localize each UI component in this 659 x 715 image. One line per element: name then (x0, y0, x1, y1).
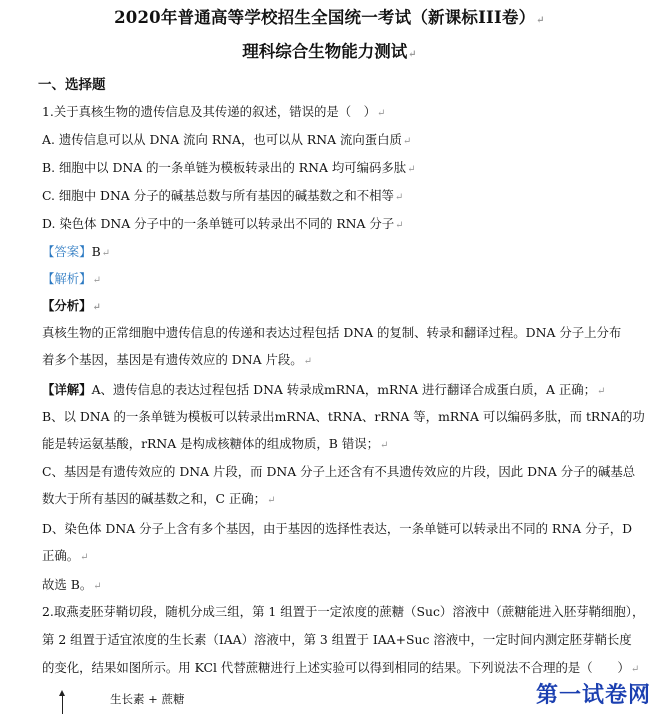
document-subtitle: 理科综合生物能力测试↵ (242, 42, 417, 61)
q1-analysis-line2: 着多个基因，基因是有遗传效应的 DNA 片段。↵ (42, 352, 313, 367)
q1-explain-label: 【解析】↵ (42, 271, 101, 286)
q1-choose: 故选 B。↵ (42, 577, 102, 592)
q1-option-c: C. 细胞中 DNA 分子的碱基总数与所有基因的碱基数之和不相等↵ (42, 188, 404, 203)
q1-answer: 【答案】B↵ (42, 244, 111, 259)
figure-legend-label: 生长素 + 蔗糖 (110, 692, 185, 706)
q2-line2: 第 2 组置于适宜浓度的生长素（IAA）溶液中，第 3 组置于 IAA+Suc 溶液中，一定时间内测定胚芽鞘长度 (42, 632, 632, 647)
q1-detail-c2: 数大于所有基因的碱基数之和，C 正确；↵ (42, 491, 276, 506)
q1-detail-b1: B、以 DNA 的一条单链为模板可以转录出mRNA、tRNA、rRNA 等，mRNA 可以编码多肽，而 tRNA的功 (42, 409, 645, 424)
q1-detail-b2: 能是转运氨基酸，rRNA 是构成核糖体的组成物质，B 错误；↵ (42, 436, 389, 451)
section-heading: 一、选择题 (38, 77, 106, 93)
q1-analysis-line1: 真核生物的正常细胞中遗传信息的传递和表达过程包括 DNA 的复制、转录和翻译过程。DNA 分子上分布 (42, 325, 622, 340)
document-title: 2020年普通高等学校招生全国统一考试（新课标III卷）↵ (114, 8, 545, 27)
q1-detail-d1: D、染色体 DNA 分子上含有多个基因，由于基因的选择性表达，一条单链可以转录出不同的 RNA 分子，D (42, 521, 633, 536)
q1-analysis-label: 【分析】↵ (42, 298, 101, 313)
q1-stem: 1.关于真核生物的遗传信息及其传递的叙述，错误的是（ ）↵ (42, 104, 386, 119)
q2-line1: 2.取燕麦胚芽鞘切段，随机分成三组，第 1 组置于一定浓度的蔗糖（Suc）溶液中（蔗糖能进入胚芽鞘细胞）， (42, 604, 645, 619)
q1-detail-c1: C、基因是有遗传效应的 DNA 片段，而 DNA 分子上还含有不具遗传效应的片段，因此 DNA 分子的碱基总 (42, 464, 636, 479)
answer-label: 【答案】 (42, 244, 92, 259)
answer-value: B (91, 244, 101, 259)
q1-option-a: A. 遗传信息可以从 DNA 流向 RNA，也可以从 RNA 流向蛋白质↵ (42, 132, 412, 147)
q1-option-d: D. 染色体 DNA 分子中的一条单链可以转录出不同的 RNA 分子↵ (42, 216, 404, 231)
q1-detail-a: 【详解】A、遗传信息的表达过程包括 DNA 转录成mRNA，mRNA 进行翻译合成蛋白质，A 正确；↵ (42, 382, 606, 397)
q1-option-b: B. 细胞中以 DNA 的一条单链为模板转录出的 RNA 均可编码多肽↵ (42, 160, 416, 175)
watermark-logo: 第一试卷网 (535, 683, 651, 708)
q1-detail-d2: 正确。↵ (42, 548, 89, 563)
figure-y-axis-arrow (62, 694, 63, 714)
q2-line3: 的变化，结果如图所示。用 KCl 代替蔗糖进行上述实验可以得到相同的结果。下列说法不合理的是（ ）↵ (42, 660, 640, 675)
